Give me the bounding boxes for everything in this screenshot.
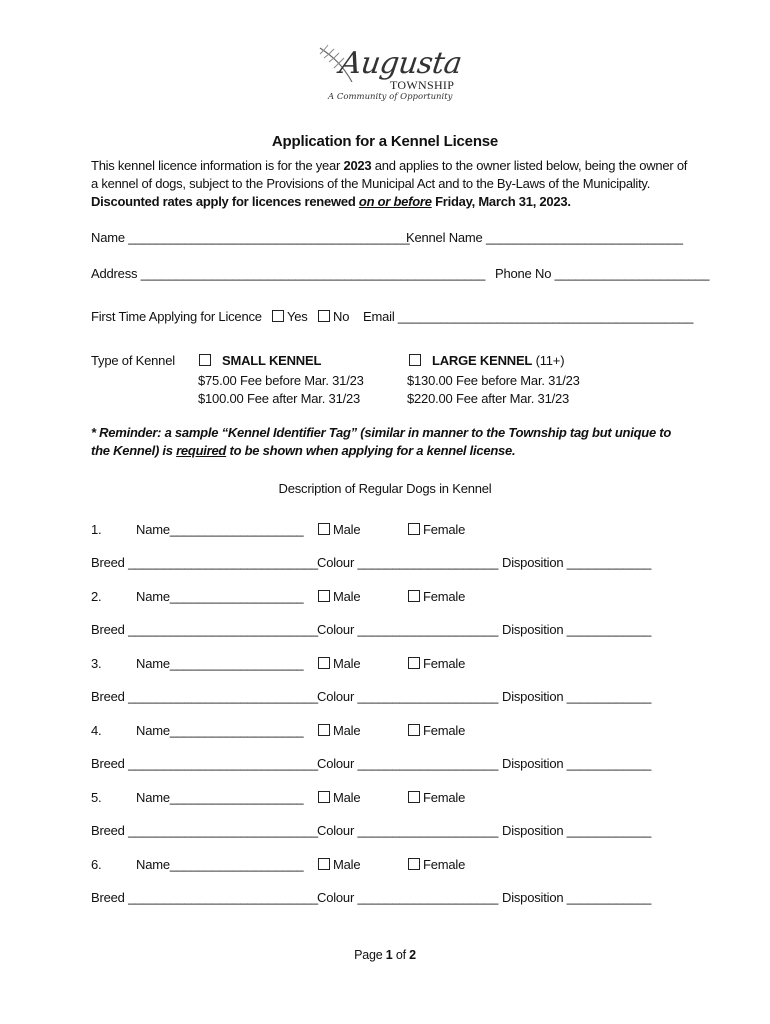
dog-name-field[interactable]: Name___________________ bbox=[136, 589, 304, 604]
dog-colour-field[interactable]: Colour ____________________ bbox=[317, 622, 499, 637]
dog-disposition-field[interactable]: Disposition ____________ bbox=[502, 555, 652, 570]
discount-text-2: Friday, March 31, 2023. bbox=[431, 194, 571, 209]
dog-name-field[interactable]: Name___________________ bbox=[136, 790, 304, 805]
dog-name-field[interactable]: Name___________________ bbox=[136, 857, 304, 872]
large-fee-after: $220.00 Fee after Mar. 31/23 bbox=[407, 391, 570, 406]
female-checkbox[interactable] bbox=[408, 724, 420, 736]
dog-name-field[interactable]: Name___________________ bbox=[136, 522, 304, 537]
dog-male-option[interactable] bbox=[318, 522, 360, 537]
dog-male-option[interactable] bbox=[318, 857, 360, 872]
intro-text-2: and applies to the owner listed below, being the owner of a kennel of dogs, subject to the Provisions of the Municipal Act and to the By-Laws of the Municipality. bbox=[91, 158, 688, 191]
dog-colour-field[interactable]: Colour ____________________ bbox=[317, 689, 499, 704]
page-footer bbox=[0, 948, 770, 962]
female-label: Female bbox=[423, 723, 466, 738]
dog-number: 1. bbox=[91, 522, 102, 537]
discount-text-1: Discounted rates apply for licences renewed bbox=[91, 194, 359, 209]
male-label: Male bbox=[333, 857, 361, 872]
dog-male-option[interactable] bbox=[318, 589, 360, 604]
dog-breed-field[interactable]: Breed ___________________________ bbox=[91, 689, 318, 704]
female-checkbox[interactable] bbox=[408, 523, 420, 535]
dog-breed-field[interactable]: Breed ___________________________ bbox=[91, 823, 318, 838]
dog-number: 4. bbox=[91, 723, 102, 738]
female-checkbox[interactable] bbox=[408, 858, 420, 870]
logo-script-text: Augusta bbox=[337, 46, 464, 81]
dog-number: 5. bbox=[91, 790, 102, 805]
dog-male-option[interactable] bbox=[318, 656, 360, 671]
male-label: Male bbox=[333, 723, 361, 738]
owner-name-field[interactable]: Name ________________________________________ bbox=[91, 230, 410, 245]
dog-name-field[interactable]: Name___________________ bbox=[136, 723, 304, 738]
dog-breed-field[interactable]: Breed ___________________________ bbox=[91, 890, 318, 905]
dog-colour-field[interactable]: Colour ____________________ bbox=[317, 756, 499, 771]
kennel-name-field[interactable]: Kennel Name ____________________________ bbox=[406, 230, 683, 245]
reminder-text-1: * Reminder: a sample “Kennel Identifier Tag” (similar in manner to the Township tag but unique to the Kennel) is bbox=[91, 425, 672, 458]
dog-number: 3. bbox=[91, 656, 102, 671]
female-label: Female bbox=[423, 656, 466, 671]
dog-colour-field[interactable]: Colour ____________________ bbox=[317, 890, 499, 905]
footer-page-word: Page bbox=[354, 948, 386, 962]
large-kennel-option[interactable] bbox=[409, 353, 564, 368]
small-kennel-option[interactable] bbox=[199, 353, 321, 368]
no-checkbox[interactable] bbox=[318, 310, 330, 322]
dog-female-option[interactable] bbox=[408, 589, 465, 604]
male-checkbox[interactable] bbox=[318, 657, 330, 669]
small-fee-after: $100.00 Fee after Mar. 31/23 bbox=[198, 391, 361, 406]
male-checkbox[interactable] bbox=[318, 724, 330, 736]
male-label: Male bbox=[333, 589, 361, 604]
yes-option[interactable] bbox=[272, 309, 308, 324]
dog-colour-field[interactable]: Colour ____________________ bbox=[317, 823, 499, 838]
male-checkbox[interactable] bbox=[318, 791, 330, 803]
female-label: Female bbox=[423, 790, 466, 805]
dog-disposition-field[interactable]: Disposition ____________ bbox=[502, 756, 652, 771]
dog-female-option[interactable] bbox=[408, 522, 465, 537]
male-label: Male bbox=[333, 656, 361, 671]
township-logo bbox=[316, 42, 466, 120]
dog-disposition-field[interactable]: Disposition ____________ bbox=[502, 622, 652, 637]
dog-breed-field[interactable]: Breed ___________________________ bbox=[91, 622, 318, 637]
female-label: Female bbox=[423, 522, 466, 537]
yes-checkbox[interactable] bbox=[272, 310, 284, 322]
no-label: No bbox=[333, 309, 350, 324]
female-label: Female bbox=[423, 857, 466, 872]
female-checkbox[interactable] bbox=[408, 791, 420, 803]
male-checkbox[interactable] bbox=[318, 590, 330, 602]
dog-male-option[interactable] bbox=[318, 723, 360, 738]
first-time-label: First Time Applying for Licence bbox=[91, 309, 262, 324]
female-label: Female bbox=[423, 589, 466, 604]
reminder-note bbox=[91, 424, 691, 460]
small-kennel-title: SMALL KENNEL bbox=[222, 353, 322, 368]
footer-of-word: of bbox=[392, 948, 410, 962]
phone-field[interactable]: Phone No ______________________ bbox=[495, 266, 710, 281]
address-field[interactable]: Address _________________________________________________ bbox=[91, 266, 486, 281]
reminder-text-2: to be shown when applying for a kennel license. bbox=[226, 443, 516, 458]
dog-breed-field[interactable]: Breed ___________________________ bbox=[91, 756, 318, 771]
male-checkbox[interactable] bbox=[318, 523, 330, 535]
dog-female-option[interactable] bbox=[408, 723, 465, 738]
intro-text-1: This kennel licence information is for the year bbox=[91, 158, 344, 173]
large-kennel-count: (11+) bbox=[532, 353, 565, 368]
male-label: Male bbox=[333, 522, 361, 537]
dog-disposition-field[interactable]: Disposition ____________ bbox=[502, 823, 652, 838]
discount-emphasis: on or before bbox=[358, 194, 432, 209]
email-field[interactable]: Email __________________________________________ bbox=[363, 309, 694, 324]
dog-disposition-field[interactable]: Disposition ____________ bbox=[502, 689, 652, 704]
footer-page-number: 1 bbox=[385, 948, 393, 962]
dog-disposition-field[interactable]: Disposition ____________ bbox=[502, 890, 652, 905]
dog-name-field[interactable]: Name___________________ bbox=[136, 656, 304, 671]
reminder-required: required bbox=[176, 443, 227, 458]
dog-breed-field[interactable]: Breed ___________________________ bbox=[91, 555, 318, 570]
no-option[interactable] bbox=[318, 309, 349, 324]
footer-page-total: 2 bbox=[409, 948, 416, 962]
dog-female-option[interactable] bbox=[408, 790, 465, 805]
male-label: Male bbox=[333, 790, 361, 805]
dog-male-option[interactable] bbox=[318, 790, 360, 805]
dog-female-option[interactable] bbox=[408, 656, 465, 671]
small-kennel-checkbox[interactable] bbox=[199, 354, 211, 366]
logo-township-text: TOWNSHIP bbox=[390, 78, 455, 92]
intro-paragraph bbox=[91, 157, 691, 211]
small-fee-before: $75.00 Fee before Mar. 31/23 bbox=[198, 373, 364, 388]
yes-label: Yes bbox=[287, 309, 308, 324]
dogs-section-heading: Description of Regular Dogs in Kennel bbox=[278, 481, 492, 496]
dog-female-option[interactable] bbox=[408, 857, 465, 872]
large-fee-before: $130.00 Fee before Mar. 31/23 bbox=[407, 373, 580, 388]
dog-colour-field[interactable]: Colour ____________________ bbox=[317, 555, 499, 570]
dog-number: 6. bbox=[91, 857, 102, 872]
large-kennel-checkbox[interactable] bbox=[409, 354, 421, 366]
female-checkbox[interactable] bbox=[408, 657, 420, 669]
page-title: Application for a Kennel License bbox=[271, 133, 499, 150]
large-kennel-title: LARGE KENNEL bbox=[432, 353, 533, 368]
male-checkbox[interactable] bbox=[318, 858, 330, 870]
kennel-type-label: Type of Kennel bbox=[91, 353, 175, 368]
intro-year: 2023 bbox=[343, 158, 372, 173]
dog-number: 2. bbox=[91, 589, 102, 604]
female-checkbox[interactable] bbox=[408, 590, 420, 602]
logo-tagline: A Community of Opportunity bbox=[328, 92, 453, 102]
